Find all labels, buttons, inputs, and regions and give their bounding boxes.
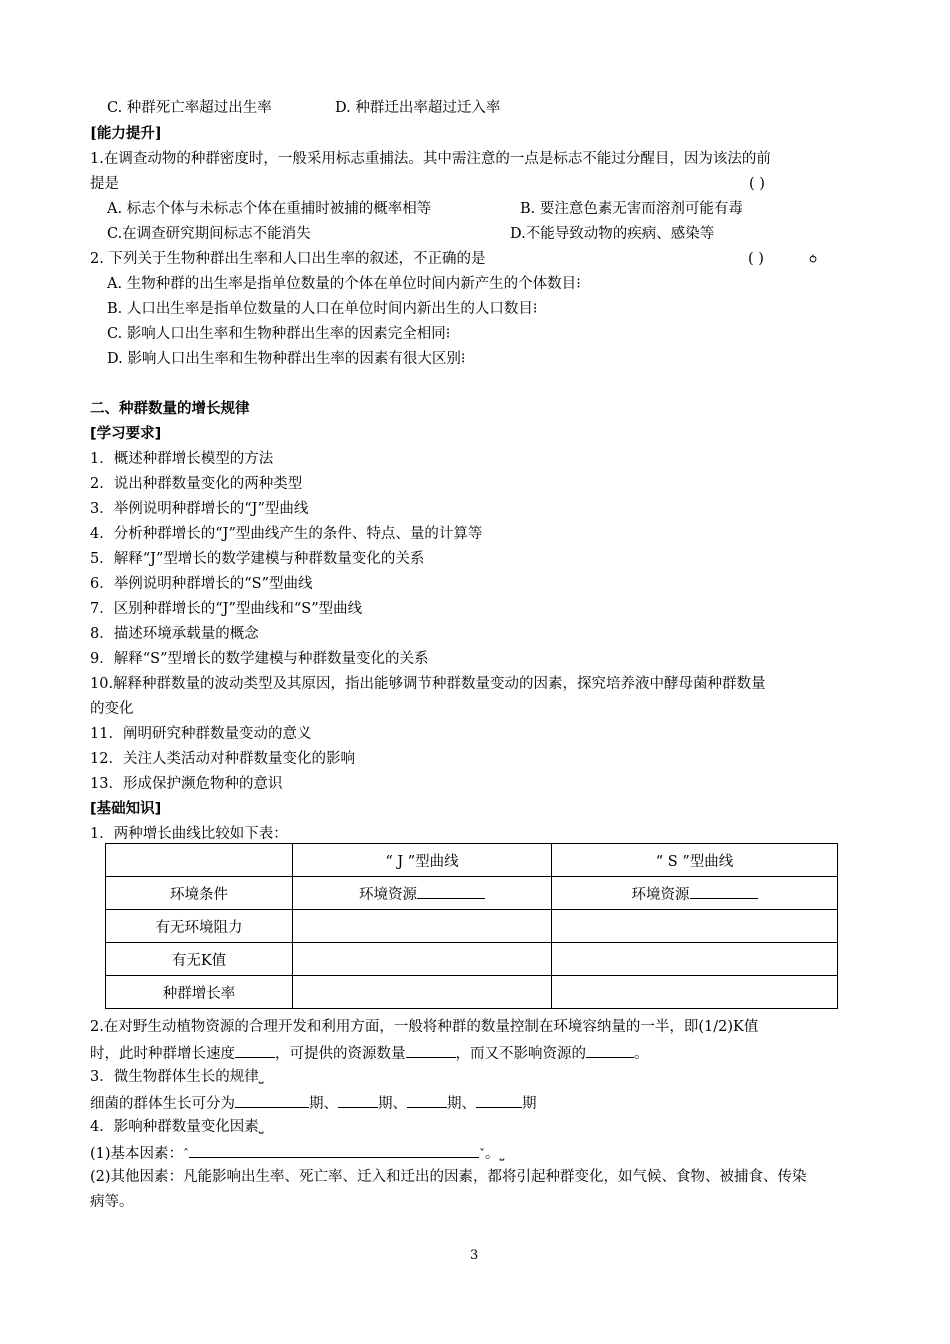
phases-text-c: 期、	[378, 1096, 407, 1112]
paragraph-mark-icon: ⁝	[576, 276, 581, 292]
requirement-item: 11．阐明研究种群数量变动的意义	[90, 726, 312, 742]
learning-requirements-heading: [学习要求]	[90, 426, 162, 442]
table-header-row	[106, 844, 838, 877]
q1-stem-line2: 提是	[90, 176, 119, 192]
basic-knowledge-heading: [基础知识]	[90, 801, 162, 817]
requirement-item: 12．关注人类活动对种群数量变化的影响	[90, 751, 355, 767]
q1-stem-line1: 1.在调查动物的种群密度时，一般采用标志重捕法。其中需注意的一点是标志不能过分醒目，因为该法的前	[90, 151, 771, 167]
q1-option-a: A. 标志个体与未标志个体在重捕时被捕的概率相等	[107, 201, 432, 217]
p2-text-c: ，而又不影响资源的	[455, 1046, 586, 1062]
fill-blank[interactable]	[690, 883, 758, 899]
cell-s	[552, 976, 838, 1009]
requirement-item: 2．说出种群数量变化的两种类型	[90, 476, 303, 492]
growth-curve-comparison-table	[105, 843, 838, 1009]
fill-blank[interactable]	[406, 1042, 456, 1058]
fill-blank[interactable]	[235, 1092, 309, 1108]
cell-s	[552, 943, 838, 976]
basic-factors-line	[90, 1142, 504, 1164]
row-label: 有无环境阻力	[106, 910, 293, 943]
q1-option-b: B. 要注意色素无害而溶剂可能有毒	[520, 201, 743, 217]
harvest-paragraph-line1: 2.在对野生动植物资源的合理开发和利用方面，一般将种群的数量控制在环境容纳量的一半，即(1/2)K值	[90, 1019, 759, 1035]
q2-option-b	[107, 299, 537, 319]
table-row	[106, 910, 838, 943]
p2-text-d: 。	[634, 1046, 649, 1062]
row-label: 有无K值	[106, 943, 293, 976]
requirement-item: 5．解释“J”型增长的数学建模与种群数量变化的关系	[90, 551, 425, 567]
requirement-item-10-line1: 10.解释种群数量的波动类型及其原因，指出能够调节种群数量变动的因素，探究培养液中酵母菌种群数量	[90, 676, 766, 692]
requirement-item: 6．举例说明种群增长的“S”型曲线	[90, 576, 313, 592]
q2-answer-paren: ( )	[748, 251, 764, 267]
cell-j	[293, 910, 552, 943]
other-factors-line1: (2)其他因素：凡能影响出生率、死亡率、迁入和迁出的因素，都将引起种群变化，如气候、食物、被捕食、传染	[90, 1169, 807, 1185]
paragraph-mark-icon: ⎵	[258, 1120, 264, 1134]
requirement-item: 1．概述种群增长模型的方法	[90, 451, 274, 467]
paragraph-mark-icon: ⎵	[258, 1070, 264, 1084]
requirement-item: 3．举例说明种群增长的“J”型曲线	[90, 501, 309, 517]
phases-text-d: 期、	[447, 1096, 476, 1112]
table-row	[106, 976, 838, 1009]
fill-blank[interactable]	[586, 1042, 634, 1058]
p2-text-a: 时，此时种群增长速度	[90, 1046, 235, 1062]
section2-title: 二、种群数量的增长规律	[90, 401, 250, 417]
cell-s-env-text: 环境资源	[631, 886, 690, 903]
caret-down-icon: ˇ	[479, 1147, 486, 1161]
basic-factors-end: 。	[485, 1146, 500, 1162]
q2-stem: 2. 下列关于生物种群出生率和人口出生率的叙述，不正确的是	[90, 251, 486, 267]
cell-j	[293, 976, 552, 1009]
q2-option-d	[107, 349, 465, 369]
table-intro: 1．两种增长曲线比较如下表：	[90, 826, 288, 842]
q2-option-c	[107, 324, 450, 344]
phases-text-e: 期	[522, 1096, 537, 1112]
fill-blank[interactable]	[338, 1092, 378, 1108]
phases-text-a: 细菌的群体生长可分为	[90, 1096, 235, 1112]
caret-up-icon: ˆ	[183, 1147, 190, 1161]
paragraph-mark-icon: ⎵	[499, 1147, 505, 1161]
paragraph-mark-icon: ⁝	[460, 351, 466, 367]
fill-blank[interactable]	[235, 1042, 275, 1058]
fill-blank[interactable]	[189, 1142, 479, 1158]
row-label: 种群增长率	[106, 976, 293, 1009]
influencing-factors-heading	[90, 1117, 264, 1137]
influencing-factors-heading-text: 4．影响种群数量变化因素	[90, 1119, 259, 1135]
page-number: 3	[470, 1248, 479, 1263]
editor-mark-icon: ⥀	[808, 252, 819, 266]
harvest-paragraph-line2	[90, 1042, 649, 1064]
q2-option-a-text: A. 生物种群的出生率是指单位数量的个体在单位时间内新产生的个体数目	[107, 276, 577, 292]
p2-text-b: ，可提供的资源数量	[275, 1046, 406, 1062]
cell-s-env	[552, 877, 838, 910]
bacteria-phases-line	[90, 1092, 537, 1114]
paragraph-mark-icon: ⁝	[445, 326, 451, 342]
requirement-item: 8．描述环境承载量的概念	[90, 626, 259, 642]
q1-option-d: D.不能导致动物的疾病、感染等	[510, 226, 715, 242]
fill-blank[interactable]	[417, 883, 485, 899]
other-factors-line2: 病等。	[90, 1194, 134, 1210]
option-c-death-rate: C. 种群死亡率超过出生率	[107, 100, 272, 116]
basic-factors-label: (1)基本因素：	[90, 1146, 184, 1162]
q2-option-d-text: D. 影响人口出生率和生物种群出生率的因素有很大区别	[107, 351, 461, 367]
requirement-item-10-line2: 的变化	[90, 701, 134, 717]
requirement-item: 9．解释“S”型增长的数学建模与种群数量变化的关系	[90, 651, 429, 667]
requirement-item: 4．分析种群增长的“J”型曲线产生的条件、特点、量的计算等	[90, 526, 483, 542]
fill-blank[interactable]	[476, 1092, 522, 1108]
q2-option-a	[107, 274, 581, 294]
microbe-growth-heading-text: 3．微生物群体生长的规律	[90, 1069, 259, 1085]
table-row	[106, 877, 838, 910]
q1-answer-paren: ( )	[749, 176, 765, 192]
cell-j	[293, 943, 552, 976]
table-row	[106, 943, 838, 976]
fill-blank[interactable]	[407, 1092, 447, 1108]
requirement-item: 13．形成保护濒危物种的意识	[90, 776, 283, 792]
cell-j-env-text: 环境资源	[359, 886, 417, 903]
header-j-curve: “ J ”型曲线	[293, 844, 552, 877]
q2-option-b-text: B. 人口出生率是指单位数量的人口在单位时间内新出生的人口数目	[107, 301, 533, 317]
cell-s	[552, 910, 838, 943]
option-d-emigration: D. 种群迁出率超过迁入率	[335, 100, 501, 116]
requirement-item: 7．区别种群增长的“J”型曲线和“S”型曲线	[90, 601, 363, 617]
microbe-growth-heading	[90, 1067, 264, 1087]
q1-option-c: C.在调查研究期间标志不能消失	[107, 226, 311, 242]
cell-j-env	[293, 877, 552, 910]
ability-heading: [能力提升]	[90, 125, 162, 142]
q2-option-c-text: C. 影响人口出生率和生物种群出生率的因素完全相同	[107, 326, 446, 342]
table-corner-cell	[106, 844, 293, 877]
header-s-curve: “ S ”型曲线	[552, 844, 838, 877]
row-label: 环境条件	[106, 877, 293, 910]
paragraph-mark-icon: ⁝	[532, 301, 538, 317]
phases-text-b: 期、	[309, 1096, 338, 1112]
